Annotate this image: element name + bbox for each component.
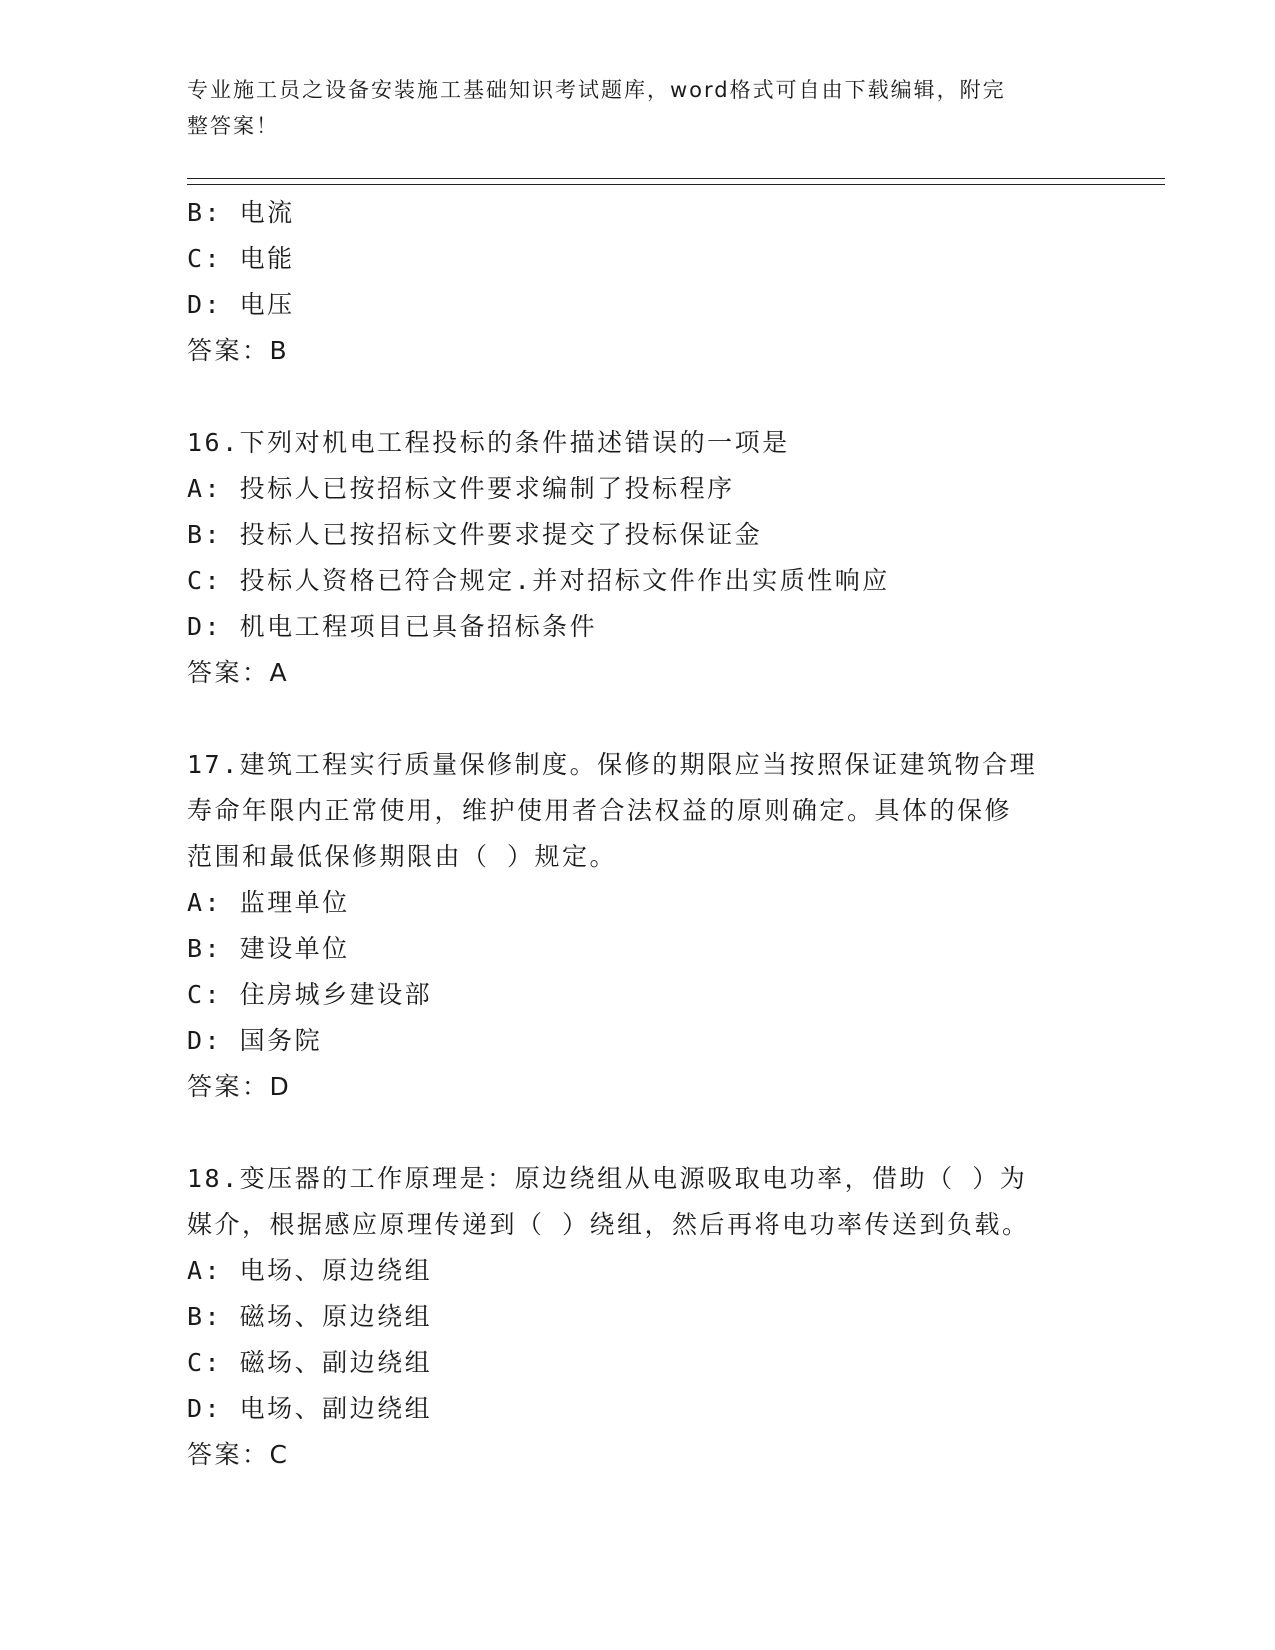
option-c: C: 住房城乡建设部 [187,980,433,1009]
option-d: D: 电场、副边绕组 [187,1394,433,1423]
question-stem: 范围和最低保修期限由（ ）规定。 [187,842,618,871]
option-d: D: 国务院 [187,1026,323,1055]
question-15-continued [187,190,1087,374]
header-line-2: 整答案！ [187,114,279,138]
answer-line: 答案：C [187,1440,290,1469]
option-a: A: 电场、原边绕组 [187,1256,433,1285]
answer-line: 答案：B [187,336,290,365]
header-divider-top [187,178,1165,179]
question-18 [187,1156,1087,1478]
answer-line: 答案：D [187,1072,292,1101]
header-line-1: 专业施工员之设备安装施工基础知识考试题库，word格式可自由下载编辑，附完 [187,78,1006,102]
question-stem: 16.下列对机电工程投标的条件描述错误的一项是 [187,428,790,457]
question-stem: 18.变压器的工作原理是：原边绕组从电源吸取电功率，借助（ ）为 [187,1164,1028,1193]
question-stem: 17.建筑工程实行质量保修制度。保修的期限应当按照保证建筑物合理 [187,750,1038,779]
option-a: A: 投标人已按招标文件要求编制了投标程序 [187,474,735,503]
option-d: D: 机电工程项目已具备招标条件 [187,612,598,641]
question-stem: 媒介，根据感应原理传递到（ ）绕组，然后再将电功率传送到负载。 [187,1210,1030,1239]
header-divider-bottom [187,184,1165,185]
document-header [187,72,1087,144]
option-c: C: 电能 [187,244,295,273]
option-a: A: 监理单位 [187,888,350,917]
option-d: D: 电压 [187,290,295,319]
option-b: B: 电流 [187,198,295,227]
option-c: C: 磁场、副边绕组 [187,1348,433,1377]
question-stem: 寿命年限内正常使用，维护使用者合法权益的原则确定。具体的保修 [187,796,1013,825]
option-b: B: 建设单位 [187,934,350,963]
option-b: B: 磁场、原边绕组 [187,1302,433,1331]
question-17 [187,742,1087,1110]
question-list [187,190,1087,1478]
question-16 [187,420,1087,696]
option-c: C: 投标人资格已符合规定.并对招标文件作出实质性响应 [187,566,890,595]
option-b: B: 投标人已按招标文件要求提交了投标保证金 [187,520,763,549]
answer-line: 答案：A [187,658,290,687]
